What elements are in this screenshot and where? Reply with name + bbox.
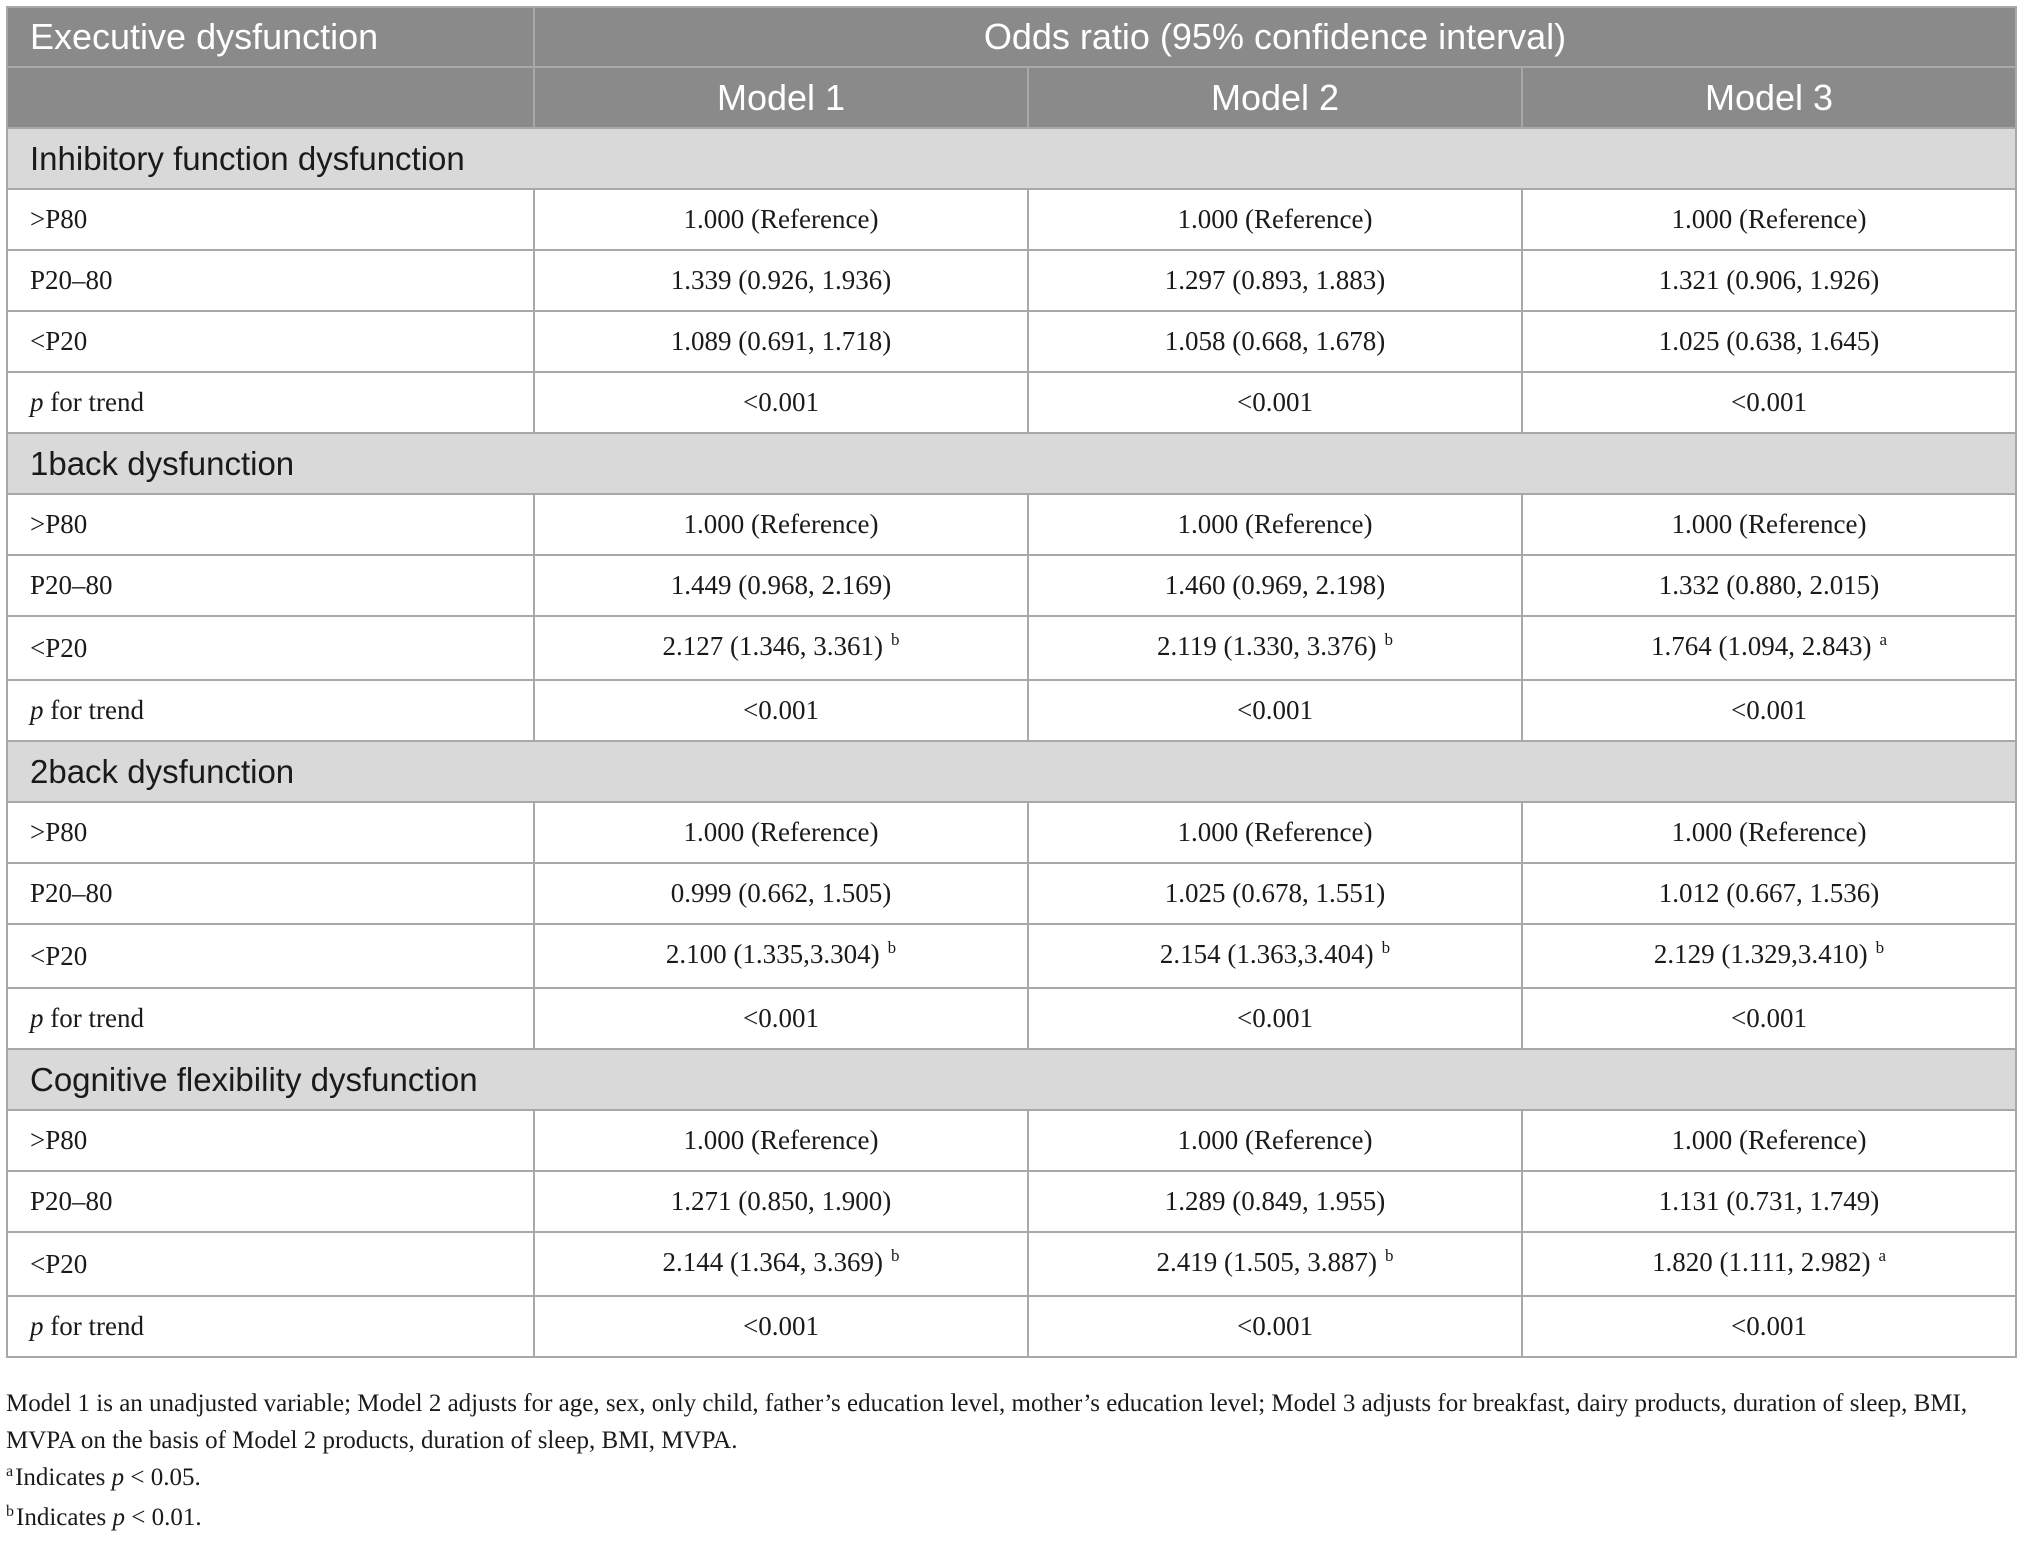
row-label: P20–80 <box>7 250 534 311</box>
odds-ratio-value: 0.999 (0.662, 1.505) <box>670 878 892 908</box>
odds-ratio-value: 1.449 (0.968, 2.169) <box>670 570 892 600</box>
significance-mark: b <box>1384 1246 1394 1265</box>
footnote-a-suffix: < 0.05. <box>124 1464 201 1491</box>
row-label: P20–80 <box>7 555 534 616</box>
significance-mark: a <box>1879 630 1888 649</box>
footnote-b-prefix: Indicates <box>16 1504 113 1531</box>
odds-ratio-value: 2.100 (1.335,3.304) <box>665 939 880 969</box>
odds-ratio-value: <0.001 <box>1731 387 1807 417</box>
table-row <box>7 863 2016 924</box>
odds-ratio-cell <box>1522 680 2016 741</box>
row-label-rest: for trend <box>43 1311 144 1341</box>
footnote-a <box>6 1459 2011 1499</box>
odds-ratio-cell <box>1028 1232 1522 1296</box>
section-row <box>7 128 2016 189</box>
odds-ratio-value: 1.000 (Reference) <box>1671 817 1867 847</box>
row-label-italic: p <box>30 1003 44 1033</box>
odds-ratio-cell <box>534 494 1028 555</box>
odds-ratio-cell <box>1522 1171 2016 1232</box>
odds-ratio-value: 1.131 (0.731, 1.749) <box>1658 1186 1880 1216</box>
section-title: 1back dysfunction <box>7 433 2016 494</box>
section-title: Inhibitory function dysfunction <box>7 128 2016 189</box>
row-label-italic: p <box>30 387 44 417</box>
odds-ratio-value: 1.000 (Reference) <box>1671 204 1867 234</box>
odds-ratio-value: 2.144 (1.364, 3.369) <box>662 1247 883 1277</box>
table-row <box>7 802 2016 863</box>
odds-ratio-value: <0.001 <box>743 387 819 417</box>
odds-ratio-cell <box>1028 988 1522 1049</box>
odds-ratio-value: <0.001 <box>1237 1003 1313 1033</box>
significance-mark: b <box>1875 938 1885 957</box>
section-title: 2back dysfunction <box>7 741 2016 802</box>
odds-ratio-cell <box>534 802 1028 863</box>
row-label: <P20 <box>7 311 534 372</box>
odds-ratio-value: 1.000 (Reference) <box>683 817 879 847</box>
odds-ratio-cell <box>534 1171 1028 1232</box>
odds-ratio-value: 1.025 (0.678, 1.551) <box>1164 878 1386 908</box>
odds-ratio-value: 1.820 (1.111, 2.982) <box>1651 1247 1871 1277</box>
table-row <box>7 1232 2016 1296</box>
odds-ratio-cell <box>534 1296 1028 1357</box>
odds-ratio-value: 1.000 (Reference) <box>1177 204 1373 234</box>
odds-ratio-cell <box>1028 616 1522 680</box>
row-label: >P80 <box>7 802 534 863</box>
odds-ratio-value: 1.764 (1.094, 2.843) <box>1650 631 1872 661</box>
odds-ratio-value: 2.419 (1.505, 3.887) <box>1156 1247 1377 1277</box>
odds-ratio-cell <box>1522 924 2016 988</box>
row-label-rest: for trend <box>43 387 144 417</box>
row-label: <P20 <box>7 616 534 680</box>
odds-ratio-cell <box>1028 1171 1522 1232</box>
odds-ratio-cell <box>1522 1110 2016 1171</box>
row-label-italic: p <box>30 695 44 725</box>
table-row <box>7 311 2016 372</box>
table-row <box>7 494 2016 555</box>
odds-ratio-cell <box>1522 250 2016 311</box>
odds-ratio-value: 1.025 (0.638, 1.645) <box>1658 326 1880 356</box>
odds-ratio-value: 1.000 (Reference) <box>683 509 879 539</box>
significance-mark: b <box>890 1246 900 1265</box>
significance-mark: a <box>1878 1246 1887 1265</box>
header-model-2: Model 2 <box>1028 67 1522 128</box>
table-row <box>7 555 2016 616</box>
odds-ratio-cell <box>1028 311 1522 372</box>
row-label <box>7 1296 534 1357</box>
odds-ratio-cell <box>1522 863 2016 924</box>
odds-ratio-value: <0.001 <box>1237 1311 1313 1341</box>
odds-ratio-value: 1.271 (0.850, 1.900) <box>670 1186 892 1216</box>
row-label: <P20 <box>7 924 534 988</box>
table-footnotes <box>6 1385 2011 1539</box>
row-label-italic: p <box>30 1311 44 1341</box>
footnote-models: Model 1 is an unadjusted variable; Model 2 adjusts for age, sex, only child, father’s education level, mother’s education level; Model 3 adjusts for breakfast, dairy products, duration of sleep, BMI, MVPA on the basis of Model 2 products, duration of sleep, BMI, MVPA. <box>6 1390 1968 1454</box>
odds-ratio-value: 1.000 (Reference) <box>683 204 879 234</box>
section-row <box>7 1049 2016 1110</box>
row-label: >P80 <box>7 1110 534 1171</box>
odds-ratio-cell <box>1522 555 2016 616</box>
header-executive-dysfunction: Executive dysfunction <box>7 7 534 67</box>
odds-ratio-cell <box>1522 988 2016 1049</box>
odds-ratio-value: 1.000 (Reference) <box>683 1125 879 1155</box>
significance-mark: b <box>1384 630 1393 649</box>
odds-ratio-cell <box>1028 494 1522 555</box>
odds-ratio-value: <0.001 <box>1731 695 1807 725</box>
odds-ratio-cell <box>534 372 1028 433</box>
row-label: P20–80 <box>7 1171 534 1232</box>
odds-ratio-value: 2.129 (1.329,3.410) <box>1653 939 1868 969</box>
odds-ratio-value: 1.000 (Reference) <box>1177 817 1373 847</box>
odds-ratio-cell <box>1028 680 1522 741</box>
odds-ratio-cell <box>1522 372 2016 433</box>
odds-ratio-value: 2.119 (1.330, 3.376) <box>1157 631 1377 661</box>
odds-ratio-cell <box>534 616 1028 680</box>
odds-ratio-cell <box>1522 189 2016 250</box>
odds-ratio-cell <box>534 555 1028 616</box>
odds-ratio-value: 2.154 (1.363,3.404) <box>1159 939 1374 969</box>
row-label <box>7 680 534 741</box>
row-label <box>7 372 534 433</box>
odds-ratio-cell <box>1028 372 1522 433</box>
footnote-b <box>6 1499 2011 1539</box>
odds-ratio-cell <box>534 189 1028 250</box>
row-label-rest: for trend <box>43 1003 144 1033</box>
header-odds-ratio: Odds ratio (95% confidence interval) <box>534 7 2016 67</box>
footnote-a-prefix: Indicates <box>15 1464 112 1491</box>
odds-ratio-value: <0.001 <box>1731 1311 1807 1341</box>
odds-ratio-cell <box>1028 1110 1522 1171</box>
odds-ratio-value: 1.058 (0.668, 1.678) <box>1164 326 1386 356</box>
table-row <box>7 189 2016 250</box>
odds-ratio-value: 1.297 (0.893, 1.883) <box>1164 265 1386 295</box>
odds-ratio-value: <0.001 <box>1237 695 1313 725</box>
odds-ratio-value: 1.089 (0.691, 1.718) <box>670 326 892 356</box>
odds-ratio-cell <box>1522 311 2016 372</box>
odds-ratio-cell <box>534 311 1028 372</box>
significance-mark: b <box>887 938 897 957</box>
odds-ratio-cell <box>534 680 1028 741</box>
odds-ratio-table <box>6 6 2017 1358</box>
odds-ratio-cell <box>534 1110 1028 1171</box>
row-label: >P80 <box>7 189 534 250</box>
row-label-rest: for trend <box>43 695 144 725</box>
odds-ratio-value: <0.001 <box>1237 387 1313 417</box>
odds-ratio-cell <box>534 250 1028 311</box>
significance-mark: b <box>1381 938 1391 957</box>
table-body <box>7 128 2016 1357</box>
odds-ratio-value: 1.000 (Reference) <box>1671 1125 1867 1155</box>
table-row <box>7 1110 2016 1171</box>
odds-ratio-cell <box>1028 924 1522 988</box>
table-row <box>7 924 2016 988</box>
table-header <box>7 7 2016 128</box>
odds-ratio-value: 2.127 (1.346, 3.361) <box>662 631 883 661</box>
header-model-3: Model 3 <box>1522 67 2016 128</box>
footnote-b-mark: b <box>6 1503 14 1520</box>
odds-ratio-cell <box>1522 616 2016 680</box>
odds-ratio-value: 1.332 (0.880, 2.015) <box>1658 570 1880 600</box>
odds-ratio-value: <0.001 <box>1731 1003 1807 1033</box>
odds-ratio-cell <box>1522 494 2016 555</box>
odds-ratio-value: 1.000 (Reference) <box>1177 509 1373 539</box>
table-row <box>7 1296 2016 1357</box>
odds-ratio-cell <box>534 988 1028 1049</box>
odds-ratio-value: 1.321 (0.906, 1.926) <box>1658 265 1880 295</box>
odds-ratio-value: 1.012 (0.667, 1.536) <box>1658 878 1880 908</box>
footnote-b-suffix: < 0.01. <box>124 1504 202 1531</box>
row-label: <P20 <box>7 1232 534 1296</box>
footnote-b-p: p <box>112 1504 125 1531</box>
odds-ratio-value: 1.000 (Reference) <box>1671 509 1867 539</box>
odds-ratio-cell <box>534 863 1028 924</box>
odds-ratio-cell <box>1028 189 1522 250</box>
significance-mark: b <box>890 630 900 649</box>
footnote-a-mark: a <box>6 1463 14 1480</box>
table-row <box>7 680 2016 741</box>
row-label <box>7 988 534 1049</box>
odds-ratio-cell <box>1522 802 2016 863</box>
header-row-1 <box>7 7 2016 67</box>
header-row-2 <box>7 67 2016 128</box>
table-row <box>7 250 2016 311</box>
odds-ratio-value: 1.289 (0.849, 1.955) <box>1164 1186 1386 1216</box>
odds-ratio-cell <box>1522 1296 2016 1357</box>
section-title: Cognitive flexibility dysfunction <box>7 1049 2016 1110</box>
table-row <box>7 1171 2016 1232</box>
odds-ratio-cell <box>1522 1232 2016 1296</box>
odds-ratio-value: <0.001 <box>743 1311 819 1341</box>
table-row <box>7 616 2016 680</box>
table-row <box>7 988 2016 1049</box>
odds-ratio-cell <box>1028 802 1522 863</box>
row-label: P20–80 <box>7 863 534 924</box>
odds-ratio-cell <box>1028 555 1522 616</box>
odds-ratio-cell <box>534 1232 1028 1296</box>
header-model-1: Model 1 <box>534 67 1028 128</box>
section-row <box>7 433 2016 494</box>
header-blank <box>7 67 534 128</box>
odds-ratio-value: <0.001 <box>743 1003 819 1033</box>
table-row <box>7 372 2016 433</box>
row-label: >P80 <box>7 494 534 555</box>
odds-ratio-value: 1.460 (0.969, 2.198) <box>1164 570 1386 600</box>
odds-ratio-cell <box>534 924 1028 988</box>
section-row <box>7 741 2016 802</box>
footnote-a-p: p <box>111 1464 125 1491</box>
odds-ratio-value: 1.339 (0.926, 1.936) <box>670 265 892 295</box>
odds-ratio-cell <box>1028 863 1522 924</box>
odds-ratio-cell <box>1028 1296 1522 1357</box>
odds-ratio-cell <box>1028 250 1522 311</box>
odds-ratio-value: <0.001 <box>743 695 819 725</box>
odds-ratio-value: 1.000 (Reference) <box>1177 1125 1373 1155</box>
